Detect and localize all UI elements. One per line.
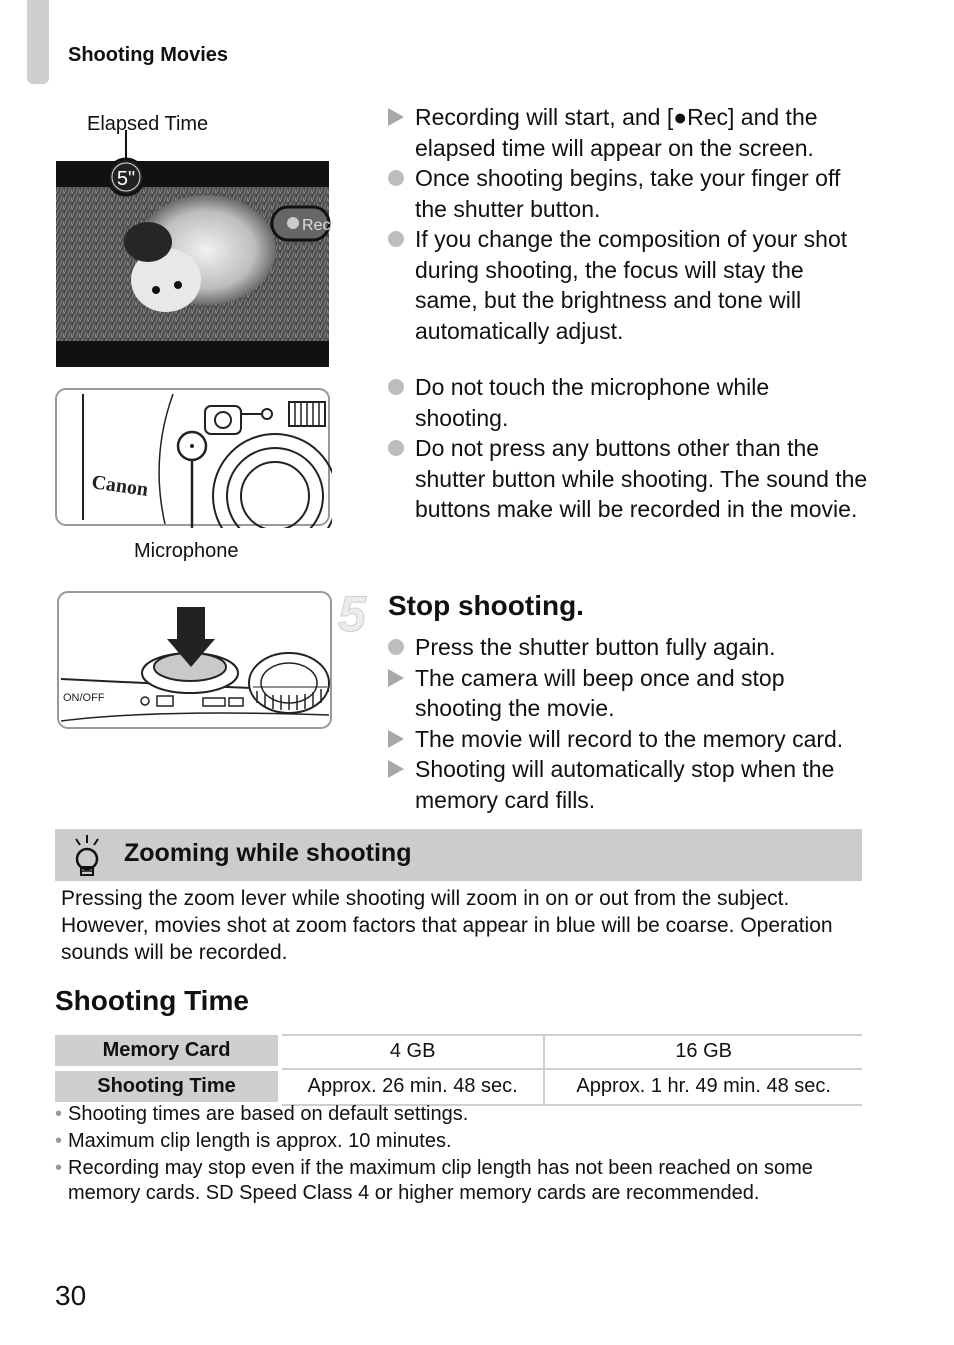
elapsed-time-value: 5" <box>116 168 136 190</box>
list-item: The movie will record to the memory card. <box>388 724 868 755</box>
elapsed-time-caption: Elapsed Time <box>87 113 209 135</box>
table-header-shooting-time: Shooting Time <box>55 1069 278 1105</box>
lightbulb-icon <box>70 833 106 879</box>
list-item: • Maximum clip length is approx. 10 minutes. <box>55 1130 452 1152</box>
press-arrow-icon <box>177 607 205 643</box>
table-cell-card-1: 4 GB <box>282 1035 544 1069</box>
table-row <box>55 1069 862 1105</box>
step5-bullets <box>388 632 868 815</box>
result-triangle-icon <box>388 108 404 126</box>
list-item: Once shooting begins, take your finger off the shutter button. <box>388 163 868 224</box>
list-item: Recording will start, and [●Rec] and the elapsed time will appear on the screen. <box>388 102 868 163</box>
note-circle-icon <box>388 639 404 655</box>
shooting-time-notes <box>55 1102 865 1208</box>
page-number: 30 <box>55 1280 87 1311</box>
record-dot-icon <box>287 217 299 229</box>
list-item: • Recording may stop even if the maximum clip length has not been reached on some memory cards. SD Speed Class 4 or higher memory cards are recommended. <box>55 1157 813 1204</box>
microphone-bullets <box>388 372 868 525</box>
note-circle-icon <box>388 170 404 186</box>
tip-body: Pressing the zoom lever while shooting will zoom in on or out from the subject. However, movies shot at zoom factors that appear in blue will be coarse. Operation sounds will be recorded. <box>61 887 833 964</box>
microphone-caption: Microphone <box>134 540 239 562</box>
table-cell-time-1: Approx. 26 min. 48 sec. <box>282 1069 544 1105</box>
shutter-press-figure <box>57 591 333 731</box>
microphone-icon <box>190 444 194 448</box>
list-item: Do not press any buttons other than the shutter button while shooting. The sound the buttons make will be recorded in the movie. <box>388 433 868 525</box>
list-item: Shooting will automatically stop when the memory card fills. <box>388 754 868 815</box>
list-item: The camera will beep once and stop shooting the movie. <box>388 663 868 724</box>
shooting-time-heading: Shooting Time <box>55 985 249 1016</box>
table-cell-time-2: Approx. 1 hr. 49 min. 48 sec. <box>544 1069 862 1105</box>
note-circle-icon <box>388 379 404 395</box>
list-item: • Shooting times are based on default settings. <box>55 1103 469 1125</box>
table-header-memory-card: Memory Card <box>55 1035 278 1069</box>
table-cell-card-2: 16 GB <box>544 1035 862 1069</box>
section-tab <box>27 0 49 84</box>
list-item: Press the shutter button fully again. <box>388 632 868 663</box>
result-triangle-icon <box>388 760 404 778</box>
list-item: Do not touch the microphone while shooting. <box>388 372 868 433</box>
step-number: 5 <box>338 586 366 642</box>
rec-badge: Rec <box>302 217 331 234</box>
note-circle-icon <box>388 440 404 456</box>
note-circle-icon <box>388 231 404 247</box>
result-triangle-icon <box>388 669 404 687</box>
table-row <box>55 1035 862 1069</box>
recording-bullets <box>388 102 868 346</box>
section-title: Shooting Movies <box>68 44 228 66</box>
tip-title: Zooming while shooting <box>124 839 412 867</box>
power-label: ON/OFF <box>63 692 105 704</box>
shooting-time-table <box>55 1034 862 1107</box>
step-title: Stop shooting. <box>388 590 584 621</box>
list-item: If you change the composition of your shot during shooting, the focus will stay the same, but the brightness and tone will automatically adjust. <box>388 224 868 346</box>
recording-screen-figure <box>56 130 331 370</box>
microphone-figure <box>55 388 332 528</box>
camera-brand-logo: Canon <box>90 471 150 501</box>
result-triangle-icon <box>388 730 404 748</box>
